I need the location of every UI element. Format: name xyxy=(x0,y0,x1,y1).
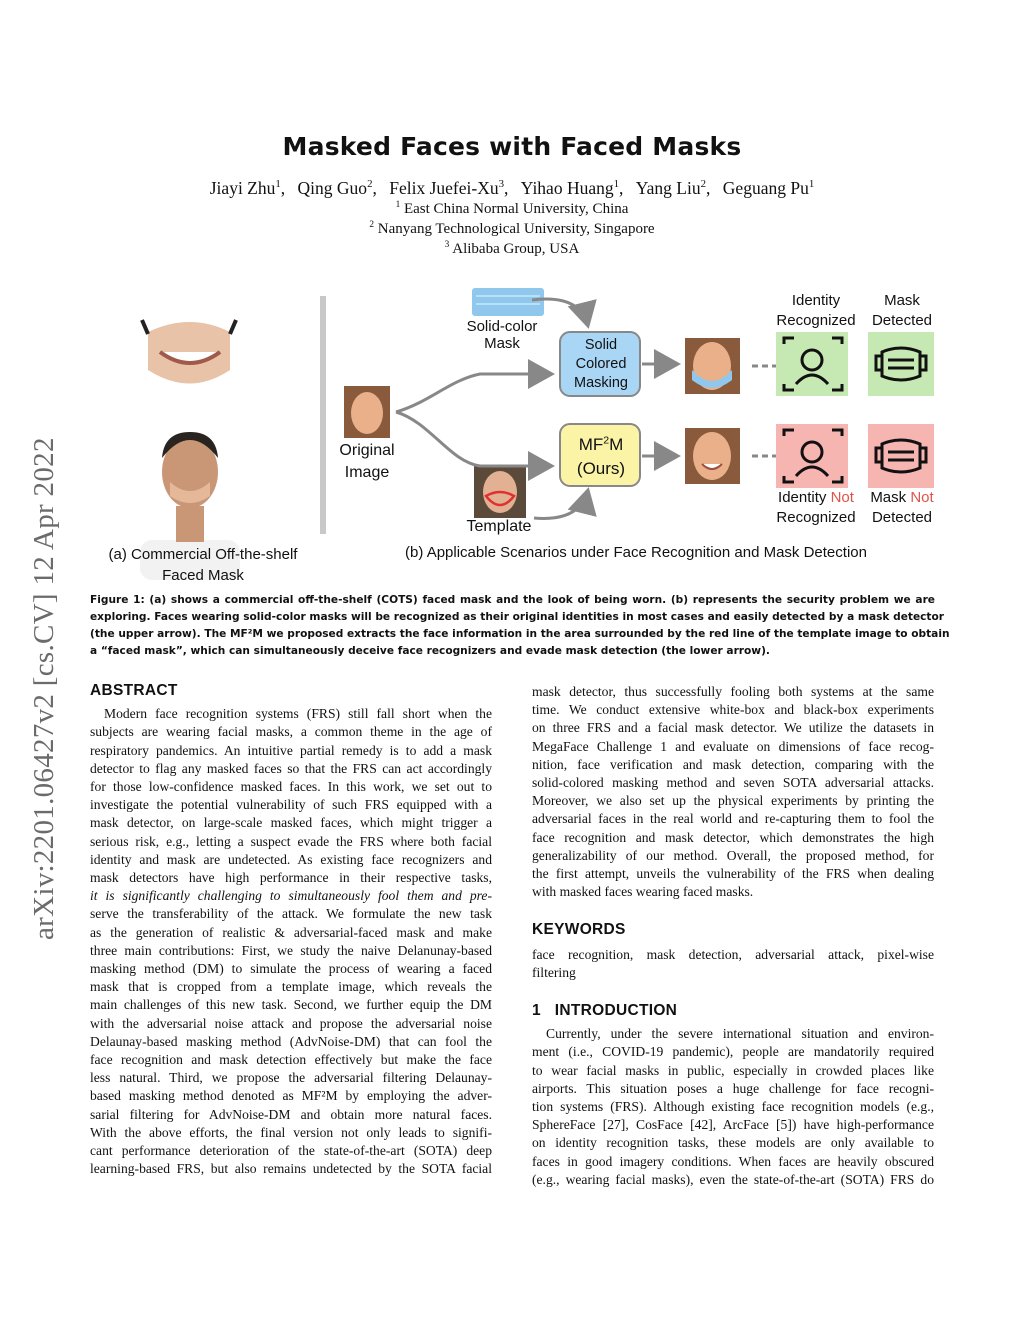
subfigure-b-label: (b) Applicable Scenarios under Face Recognition and Mask Detection xyxy=(405,544,867,561)
text-line: tion systems (FRS). Although existing face recognition models (e.g., xyxy=(532,1099,934,1115)
introduction-heading: 1 INTRODUCTION xyxy=(532,1002,678,1020)
text-line: serious risk, e.g., letting a suspect evade the FRS where both facial xyxy=(90,833,492,849)
mask-detected-icon xyxy=(868,332,934,396)
original-image-label: Original Image xyxy=(339,442,395,481)
solid-colored-masking-label: Solid Colored Masking xyxy=(574,337,628,391)
author: Yihao Huang$^1$, xyxy=(520,178,624,198)
author: Felix Juefei-Xu$^3$, xyxy=(389,178,509,198)
identity-not-recognized-label: Identity Not Recognized xyxy=(776,489,856,526)
text-line: airports. This situation poses a huge challenge for face recogni- xyxy=(532,1080,934,1096)
text-line: as the generation of realistic & adversarial-faced mask and make xyxy=(90,924,492,940)
author-list xyxy=(0,178,1024,199)
solid-color-mask-label: Solid-color Mask xyxy=(466,318,538,352)
text-line: investigate the potential vulnerability of such FRS equipped with a xyxy=(90,797,492,813)
text-line: with masked faces wearing faced masks. xyxy=(532,884,754,900)
abstract-section xyxy=(90,682,492,1178)
original-face-image xyxy=(344,386,390,438)
solid-masked-face-image xyxy=(685,338,740,394)
text-line: nition, face verification and mask detection, comparing with the xyxy=(532,756,934,772)
text-line: Modern face recognition systems (FRS) still fall short when the xyxy=(104,706,492,722)
faced-mask-image xyxy=(142,320,236,384)
text-line: respiratory pandemics. An intuitive partial remedy is to add a mask xyxy=(90,742,492,758)
text-line: faces in good imagery conditions. When faces are heavily obscured xyxy=(532,1153,934,1169)
text-line: detector to flag any masked faces so that the FRS can act accordingly xyxy=(90,760,492,776)
text-line: the first attempt, unveils the vulnerability of the FRS when dealing xyxy=(532,866,934,882)
text-line: based masking method denoted as MF²M by employing the adver- xyxy=(90,1088,492,1104)
text-line: masking method (DM) to simulate the process of wearing a faced xyxy=(90,961,492,977)
subfigure-a-label: (a) Commercial Off-the-shelf Faced Mask xyxy=(108,546,298,584)
mask-not-detected-icon xyxy=(868,424,934,488)
text-line: Moreover, we also set up the physical experiments by printing the xyxy=(532,793,934,809)
text-line: mask detector, thus successfully fooling both systems at the same xyxy=(532,684,934,699)
identity-not-recognized-icon xyxy=(776,424,848,488)
abstract-heading: ABSTRACT xyxy=(90,682,178,699)
text-line: identity and mask are undetected. As existing face recognizers and xyxy=(90,851,492,867)
text-line: solid-colored masking method and seven SOTA adversarial attacks. xyxy=(532,775,934,791)
text-line: SphereFace [27], CosFace [42], ArcFace [5]) have high-performance xyxy=(532,1117,934,1133)
text-line: mask detector, on large-scale masked faces, which might trigger a xyxy=(90,815,492,831)
keywords-text: filtering xyxy=(532,964,576,980)
identity-recognized-label: Identity Recognized xyxy=(776,292,856,329)
affiliation: $^1$ East China Normal University, China xyxy=(395,200,629,217)
solid-color-mask-image xyxy=(472,288,544,316)
text-line: Currently, under the severe international situation and environ- xyxy=(546,1026,934,1042)
arxiv-side-label: arXiv:2201.06427v2 [cs.CV] 12 Apr 2022 xyxy=(28,437,60,940)
keywords-heading: KEYWORDS xyxy=(532,921,626,939)
text-line: generalizability of our method. Overall, the proposed method, for xyxy=(532,847,934,863)
text-line: to wear facial masks in public, especially in crowded places like xyxy=(532,1062,934,1078)
text-line: learning-based FRS, but also remains undetected by the SOTA facial xyxy=(90,1161,492,1177)
affiliation: $^2$ Nanyang Technological University, Singapore xyxy=(369,220,655,237)
text-line: (e.g., wearing facial masks), even the state-of-the-art (SOTA) FRS do xyxy=(532,1171,934,1187)
arrow-to-mf2m xyxy=(396,412,552,466)
text-line: on identity recognition tasks, these models are only available to xyxy=(532,1135,934,1151)
arrow-template-to-mf2m xyxy=(534,490,588,518)
author: Qing Guo$^2$, xyxy=(297,178,377,198)
text-line: sarial filtering for AdvNoise-DM and obtain more natural faces. xyxy=(90,1106,492,1122)
text-line: mask that is cropped from a template image, which reveals the xyxy=(90,979,492,995)
identity-recognized-icon xyxy=(776,332,848,396)
text-line: main challenges of this new task. Second, we further equip the DM xyxy=(90,997,492,1013)
text-line: adversarial faces in the real world and re-capturing them to fool the xyxy=(532,811,934,827)
template-face-image xyxy=(474,466,526,518)
author: Yang Liu$^2$, xyxy=(635,178,711,198)
figure-caption: Figure 1: (a) shows a commercial off-the-shelf (COTS) faced mask and the look of being worn. (b) represents the security problem we are exploring. Faces wearing solid-color masks will be recognized as their original identities in most cases and easily detected by a mask detector (the upper arrow). The MF²M we proposed extracts the face information in the area surrounded by the red line of the template image to obtain a “faced mask”, which can simultaneously deceive face recognizers and evade mask detection (the lower arrow). xyxy=(90,594,950,657)
text-line: cant performance deterioration of the state-of-the-art (SOTA) deep xyxy=(90,1143,492,1159)
text-line: ment (i.e., COVID-19 pandemic), people are mandatorily required xyxy=(532,1044,934,1060)
keywords-text: face recognition, mask detection, adversarial attack, pixel-wise xyxy=(532,946,934,962)
text-line: face recognition and mask detector, which demonstrates the high xyxy=(532,829,934,845)
figure-divider xyxy=(320,296,326,534)
paper-title: Masked Faces with Faced Masks xyxy=(282,132,742,161)
author: Jiayi Zhu$^1$, xyxy=(209,178,286,198)
arrow-to-solid xyxy=(396,374,552,412)
mf2m-label: $MF^2M$ (Ours) xyxy=(576,434,626,478)
right-column xyxy=(532,683,934,1189)
template-label: Template xyxy=(466,518,532,535)
text-line: face recognition and mask detection effectively but make the face xyxy=(90,1052,492,1068)
text-line: Delaunay-based masking method (AdvNoise-DM) that can fool the xyxy=(90,1033,492,1049)
faced-masked-face-image xyxy=(685,428,740,484)
text-line: for those low-confidence masked faces. In this work, we set out to xyxy=(90,779,492,795)
affiliation: $^3$ Alibaba Group, USA xyxy=(444,240,580,257)
text-line: mask detectors have high performance in their respective tasks, xyxy=(90,870,492,886)
text-line: serve the transferability of the attack. We formulate the new task xyxy=(90,906,492,922)
text-line: MegaFace Challenge 1 and evaluate on dimensions of face recog- xyxy=(532,738,934,754)
author: Geguang Pu$^1$ xyxy=(722,178,815,198)
text-line: time. We conduct extensive white-box and black-box experiments xyxy=(532,702,934,718)
mask-not-detected-label: Mask Not Detected xyxy=(870,489,934,526)
text-line: with the adversarial noise attack and propose the adversarial noise xyxy=(90,1015,492,1031)
text-line: less natural. Third, we propose the adversarial filtering Delaunay- xyxy=(90,1070,492,1086)
text-line: With the above efforts, the final version not only leads to signifi- xyxy=(90,1124,492,1140)
mask-detected-label: Mask Detected xyxy=(871,292,933,329)
text-line: three main contributions: First, we study the naive Delanunay-based xyxy=(90,942,492,958)
text-line: on three FRS and a facial mask detector. We utilize the datasets in xyxy=(532,720,934,736)
text-line: it is significantly challenging to simultaneously fool them and pre- xyxy=(90,888,492,904)
text-line: subjects are wearing facial masks, a common theme in the age of xyxy=(90,724,492,740)
